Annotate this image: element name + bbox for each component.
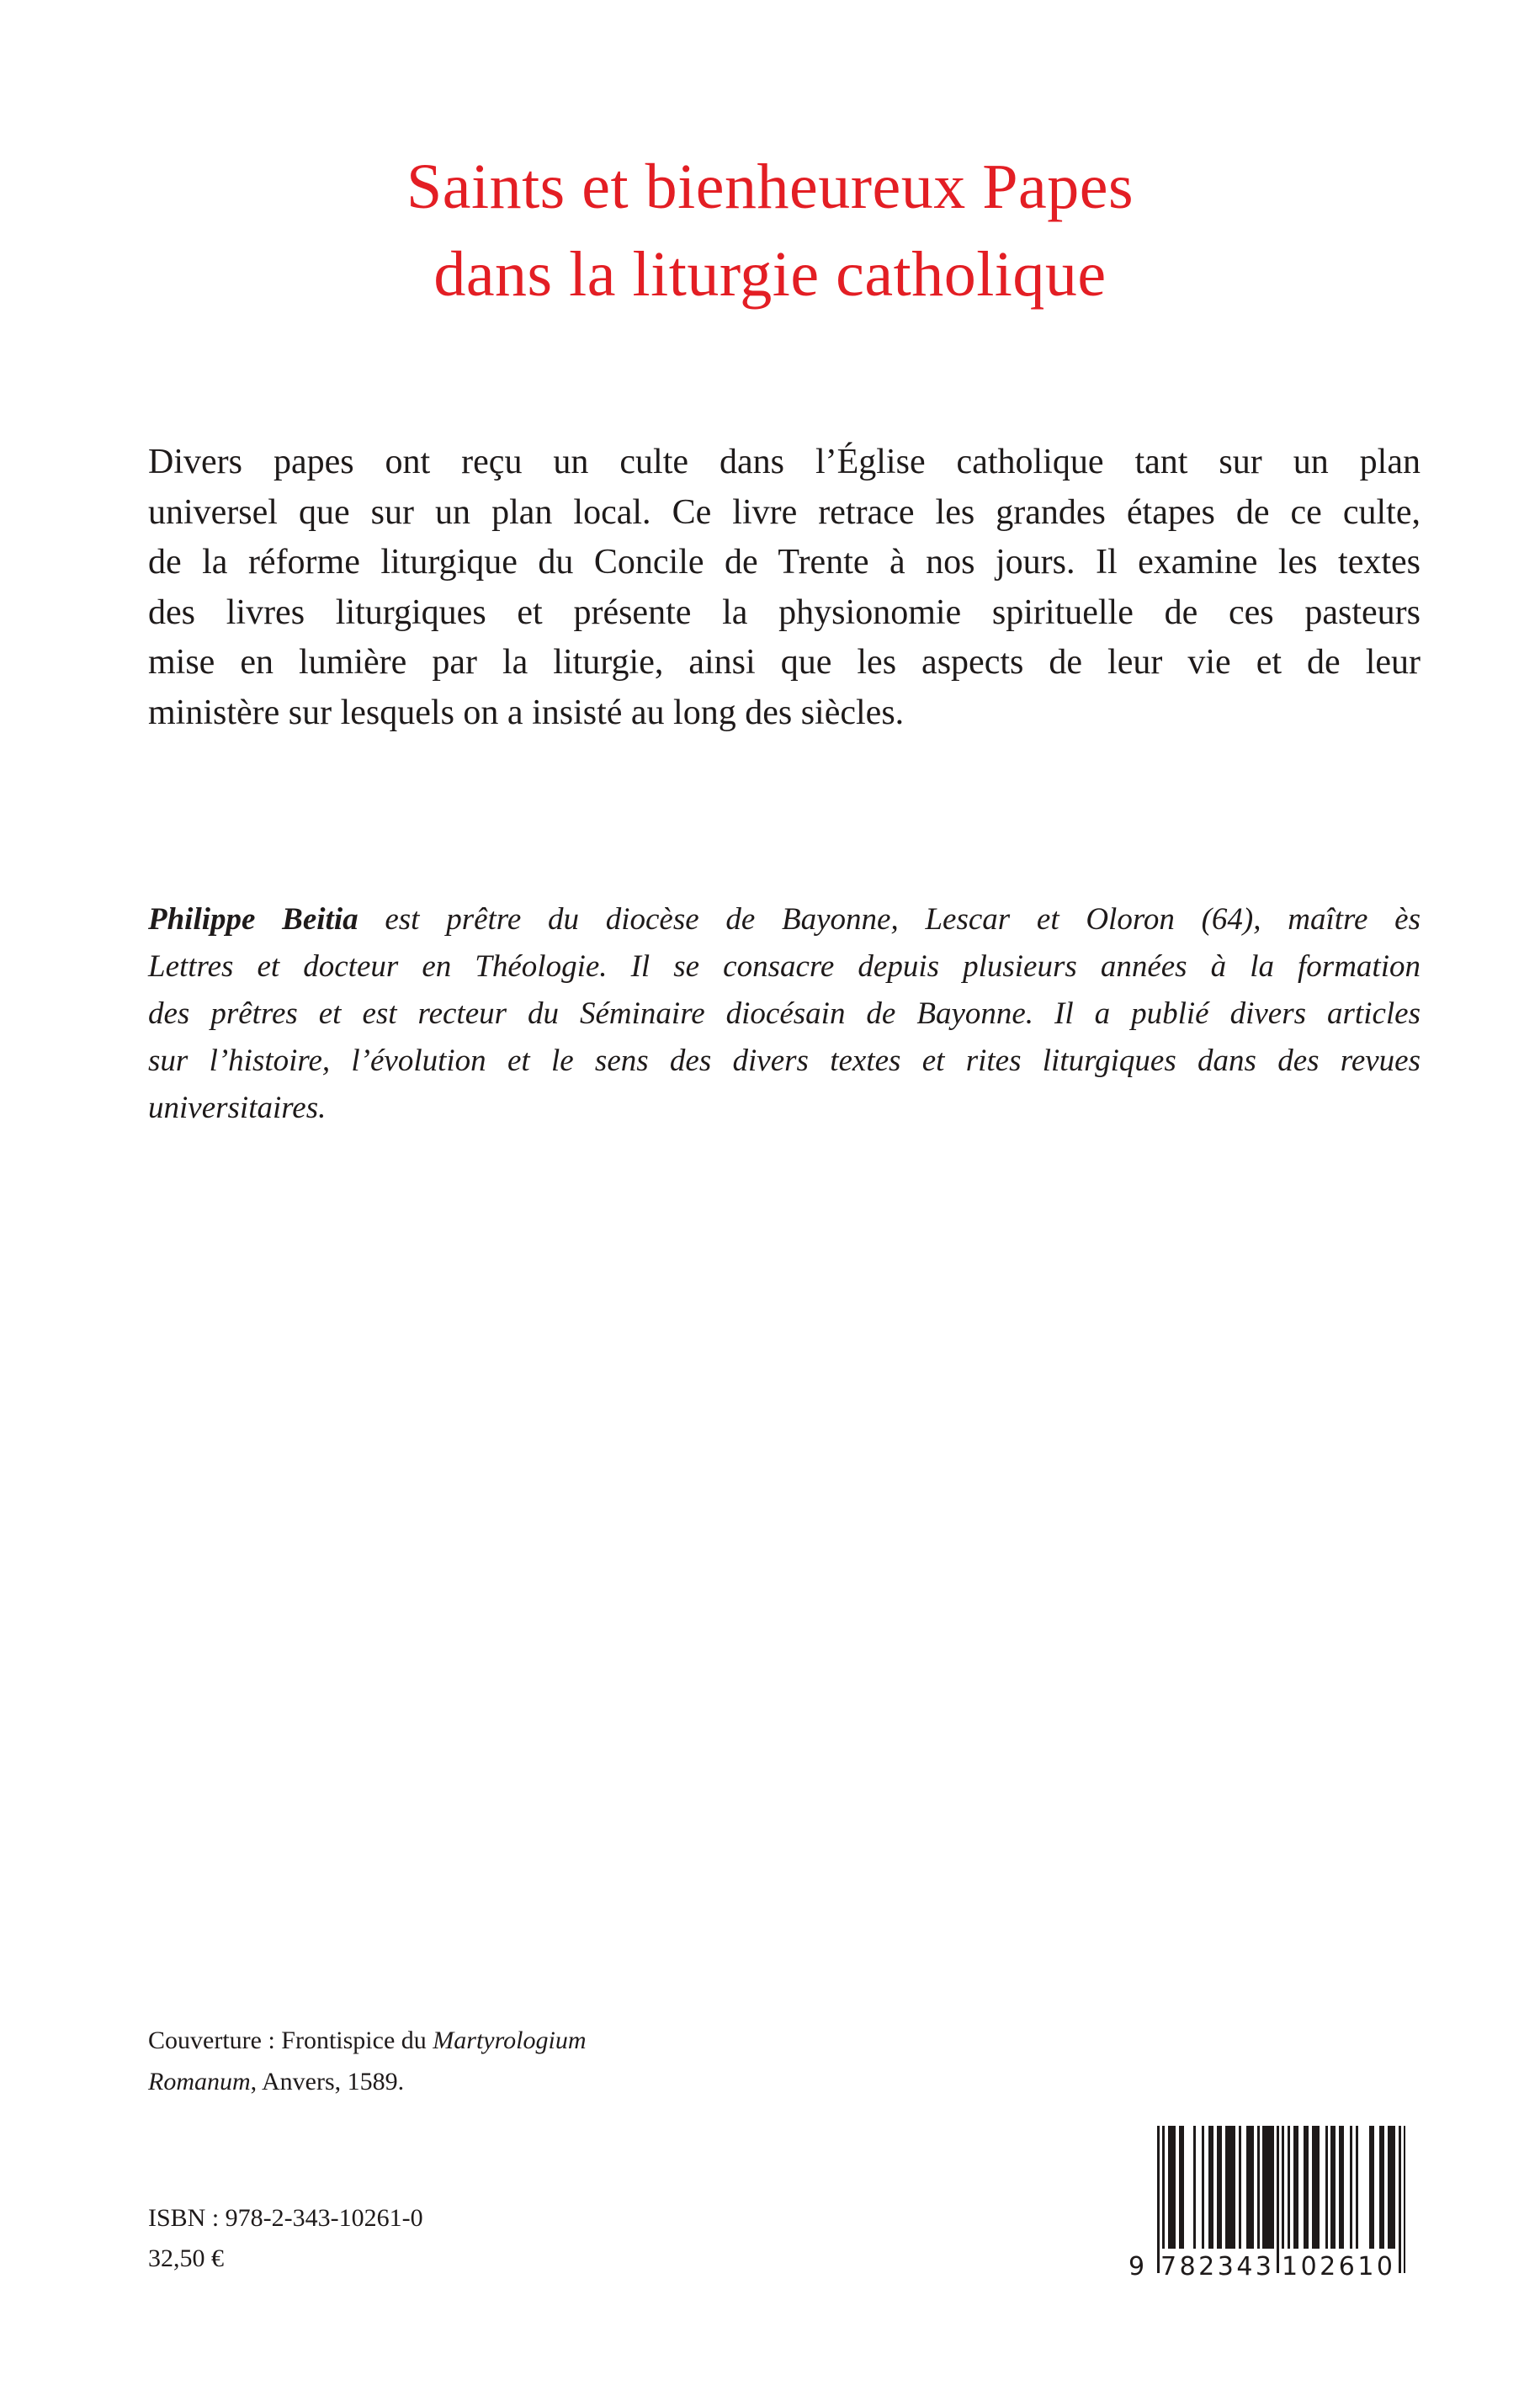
summary-line: Divers papes ont reçu un culte dans l’Église catholique tant sur un plan — [148, 443, 1421, 481]
credit-work-title-1: Martyrologium — [433, 2026, 587, 2054]
summary-line: ministère sur lesquels on a insisté au long des siècles. — [148, 693, 905, 732]
barcode-left-group: 782343 — [1160, 2249, 1276, 2286]
summary-line: mise en lumière par la liturgie, ainsi que les aspects de leur vie et de leur — [148, 643, 1421, 682]
bio-line: des prêtres et est recteur du Séminaire diocésain de Bayonne. Il a publié divers articles — [148, 996, 1421, 1031]
bio-line — [148, 896, 1421, 943]
credit-suffix: , Anvers, 1589. — [250, 2068, 405, 2096]
barcode-right-group: 102610 — [1281, 2249, 1397, 2286]
book-summary — [148, 438, 1421, 738]
summary-line: de la réforme liturgique du Concile de Trente à nos jours. Il examine les textes — [148, 543, 1421, 582]
book-title-line-1: Saints et bienheureux Papes — [406, 151, 1134, 222]
book-title-line-2: dans la liturgie catholique — [433, 239, 1107, 310]
barcode-first-digit: 9 — [1128, 2249, 1145, 2286]
cover-credit — [148, 2020, 737, 2102]
price: 32,50 € — [148, 2244, 224, 2272]
summary-line: universel que sur un plan local. Ce livre retrace les grandes étapes de ce culte, — [148, 492, 1421, 532]
bio-line: universitaires. — [148, 1091, 327, 1125]
summary-line: des livres liturgiques et présente la physionomie spirituelle de ces pasteurs — [148, 592, 1421, 632]
bio-line: Lettres et docteur en Théologie. Il se consacre depuis plusieurs années à la formation — [148, 949, 1421, 984]
bio-line: sur l’histoire, l’évolution et le sens des divers textes et rites liturgiques dans des revues — [148, 1044, 1421, 1078]
credit-prefix: Couverture : Frontispice du — [148, 2026, 433, 2054]
barcode-digits — [1128, 2249, 1405, 2286]
author-name: Philippe Beitia — [148, 902, 358, 937]
author-bio — [148, 896, 1421, 1132]
isbn: ISBN : 978-2-343-10261-0 — [148, 2204, 423, 2232]
bio-line-1-text: est prêtre du diocèse de Bayonne, Lescar et Oloron (64), maître ès — [358, 902, 1421, 937]
credit-line-1 — [148, 2020, 737, 2061]
credit-work-title-2: Romanum — [148, 2068, 251, 2096]
book-title — [0, 143, 1540, 318]
credit-line-2 — [148, 2061, 737, 2102]
barcode-icon — [1128, 2126, 1405, 2286]
